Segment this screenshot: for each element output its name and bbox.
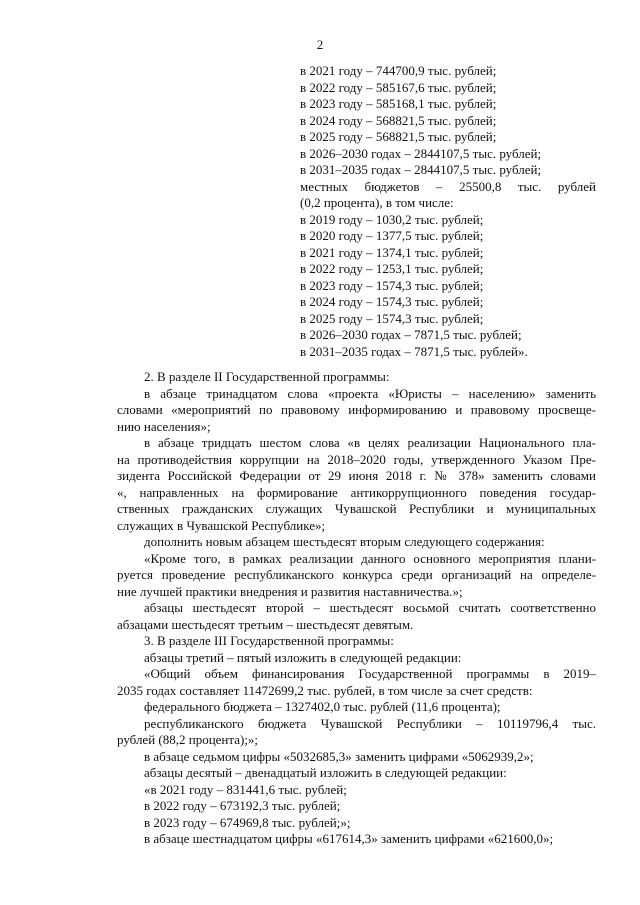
text-line: в абзаце тринадцатом слова «проекта «Юристы – населению» заменить: [144, 385, 596, 401]
text-line: в 2021 году – 1374,1 тыс. рублей;: [300, 244, 484, 260]
text-line: в 2031–2035 годах – 2844107,5 тыс. рублей;: [300, 162, 542, 177]
text-line: служащих в Чувашской Республике»;: [117, 517, 326, 533]
section-heading: 3. В разделе III Государственной программы:: [144, 633, 394, 648]
text-line: абзацы десятый – двенадцатый изложить в следующей редакции:: [144, 765, 507, 780]
text-line: в 2022 году – 673192,3 тыс. рублей;: [144, 798, 341, 813]
text-line: в 2021 году – 744700,9 тыс. рублей;: [300, 63, 497, 78]
text-line: в 2031–2035 годах – 7871,5 тыс. рублей».: [300, 343, 528, 359]
text-line: абзацы шестьдесят второй – шестьдесят восьмой считать соответственно: [144, 600, 596, 615]
text-line: нию населения»;: [117, 418, 211, 434]
text-line: в 2022 году – 1253,1 тыс. рублей;: [300, 261, 484, 276]
text-line: рублей (88,2 процента);»;: [117, 732, 259, 747]
text-line: ственных гражданских служащих Чувашской Республики и муниципальных: [117, 501, 596, 516]
text-line: в абзаце шестнадцатом цифры «617614,3» заменить цифрами «621600,0»;: [144, 831, 554, 846]
page-number: 2: [316, 37, 324, 52]
text-line: дополнить новым абзацем шестьдесят вторым следующего содержания:: [144, 534, 545, 549]
text-line: федерального бюджета – 1327402,0 тыс. рублей (11,6 процента);: [144, 699, 501, 714]
text-line: в 2023 году – 674969,8 тыс. рублей;»;: [144, 814, 351, 830]
text-line: в 2025 году – 1574,3 тыс. рублей;: [300, 310, 484, 326]
text-line: в 2025 году – 568821,5 тыс. рублей;: [300, 129, 497, 144]
text-line: зидента Российской Федерации от 29 июня 2018 г. № 378» заменить словами: [117, 468, 596, 483]
text-line: в абзаце тридцать шестом слова «в целях реализации Национального пла-: [144, 435, 596, 450]
text-line: в 2026–2030 годах – 2844107,5 тыс. рублей;: [300, 145, 542, 161]
text-line: (0,2 процента), в том числе:: [300, 195, 454, 210]
text-line: 2035 годах составляет 11472699,2 тыс. рублей, в том числе за счет средств:: [117, 682, 533, 698]
text-line: в 2019 году – 1030,2 тыс. рублей;: [300, 211, 484, 227]
text-line: в 2023 году – 1574,3 тыс. рублей;: [300, 277, 484, 293]
text-line: словами «мероприятий по правовому информированию и правовому просвеще-: [117, 402, 596, 417]
text-line: на противодействия коррупции на 2018–2020 годы, утвержденного Указом Пре-: [117, 451, 596, 467]
text-line: в 2024 году – 568821,5 тыс. рублей;: [300, 112, 497, 128]
text-line: руется проведение республиканского конкурса среди организаций на определе-: [117, 567, 596, 582]
text-line: «Кроме того, в рамках реализации данного основного мероприятия плани-: [144, 550, 596, 566]
text-line: в абзаце седьмом цифры «5032685,3» заменить цифрами «5062939,2»;: [144, 748, 534, 764]
text-line: «, направленных на формирование антикоррупционного поведения государ-: [117, 484, 596, 500]
section-heading: 2. В разделе II Государственной программы:: [144, 369, 390, 384]
text-line: ние лучшей практики внедрения и развития наставничества.»;: [117, 583, 463, 599]
text-line: в 2022 году – 585167,6 тыс. рублей;: [300, 79, 497, 95]
text-line: местных бюджетов – 25500,8 тыс. рублей: [300, 178, 596, 194]
text-line: абзацы третий – пятый изложить в следующей редакции:: [144, 649, 462, 665]
text-line: в 2023 году – 585168,1 тыс. рублей;: [300, 96, 497, 111]
text-line: в 2020 году – 1377,5 тыс. рублей;: [300, 228, 484, 243]
text-line: республиканского бюджета Чувашской Республики – 10119796,4 тыс.: [144, 715, 596, 731]
text-line: «Общий объем финансирования Государственной программы в 2019–: [144, 666, 596, 681]
text-line: в 2024 году – 1574,3 тыс. рублей;: [300, 294, 484, 309]
text-line: в 2026–2030 годах – 7871,5 тыс. рублей;: [300, 327, 522, 342]
text-line: «в 2021 году – 831441,6 тыс. рублей;: [144, 781, 347, 797]
text-line: абзацами шестьдесят третьим – шестьдесят девятым.: [117, 616, 414, 632]
